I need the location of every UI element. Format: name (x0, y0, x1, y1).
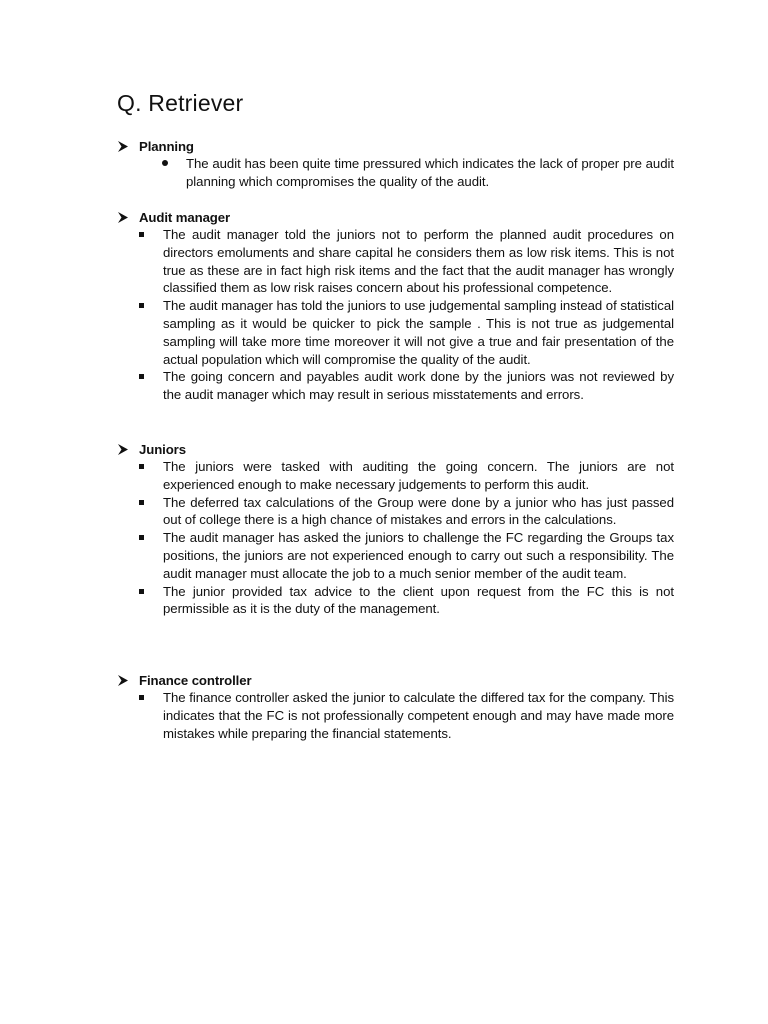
section-heading-text: Juniors (139, 441, 186, 457)
list-item (117, 583, 674, 619)
list-item (117, 155, 674, 191)
list-item (117, 494, 674, 530)
square-bullet-icon (139, 589, 144, 594)
list-item-text: The audit manager has asked the juniors to challenge the FC regarding the Groups tax positions, the juniors are not experienced enough to carry out such a responsibility. The audit manager must allocate the job to a much senior member of the audit team. (163, 530, 674, 581)
square-bullet-icon (139, 303, 144, 308)
section-juniors (117, 440, 677, 618)
bullet-list (117, 458, 677, 618)
list-item-text: The audit manager has told the juniors to use judgemental sampling instead of statistical sampling as it would be quicker to pick the sample . This is not true as judgemental sampling will take more time moreover it will not give a true and fair presentation of the actual population which will compromise the quality of the audit. (163, 298, 674, 367)
section-heading (117, 440, 677, 458)
list-item (117, 226, 674, 297)
section-heading (117, 671, 677, 689)
section-heading-text: Planning (139, 138, 194, 154)
list-item (117, 458, 674, 494)
document-title: Q. Retriever (117, 90, 244, 116)
bullet-list (117, 155, 677, 191)
arrowhead-bullet-icon (117, 211, 129, 224)
list-item (117, 529, 674, 582)
arrowhead-bullet-icon (117, 140, 129, 153)
section-planning (117, 137, 677, 191)
square-bullet-icon (139, 464, 144, 469)
square-bullet-icon (139, 500, 144, 505)
list-item (117, 297, 674, 368)
list-item-text: The finance controller asked the junior to calculate the differed tax for the company. This indicates that the FC is not professionally competent enough and may have made more mistakes while preparing the financial statements. (163, 690, 674, 741)
square-bullet-icon (139, 535, 144, 540)
bullet-list (117, 226, 677, 404)
arrowhead-bullet-icon (117, 674, 129, 687)
list-item-text: The juniors were tasked with auditing the going concern. The juniors are not experienced enough to make necessary judgements to perform this audit. (163, 459, 674, 492)
list-item-text: The going concern and payables audit work done by the juniors was not reviewed by the audit manager which may result in serious misstatements and errors. (163, 369, 674, 403)
square-bullet-icon (139, 374, 144, 379)
list-item-text: The deferred tax calculations of the Group were done by a junior who has just passed out of college there is a high chance of mistakes and errors in the calculations. (163, 494, 674, 528)
list-item (117, 368, 674, 404)
section-heading (117, 137, 677, 155)
list-item (117, 689, 674, 742)
section-audit-manager (117, 208, 677, 404)
list-item-text: The junior provided tax advice to the client upon request from the FC this is not permissible as it is the duty of the management. (163, 583, 674, 617)
list-item-text: The audit manager told the juniors not to perform the planned audit procedures on directors emoluments and share capital he considers them as low risk items. This is not true as these are in fact high risk items and the fact that the audit manager has wrongly classified them as low risk raises concern about his professional competence. (163, 227, 674, 296)
round-bullet-icon (162, 160, 168, 166)
section-heading-text: Audit manager (139, 209, 231, 225)
bullet-list (117, 689, 677, 742)
arrowhead-bullet-icon (117, 443, 129, 456)
section-finance-controller (117, 671, 677, 742)
section-heading (117, 208, 677, 226)
square-bullet-icon (139, 695, 144, 700)
square-bullet-icon (139, 232, 144, 237)
section-heading-text: Finance controller (139, 672, 252, 688)
list-item-text: The audit has been quite time pressured which indicates the lack of proper pre audit planning which compromises the quality of the audit. (186, 156, 674, 189)
